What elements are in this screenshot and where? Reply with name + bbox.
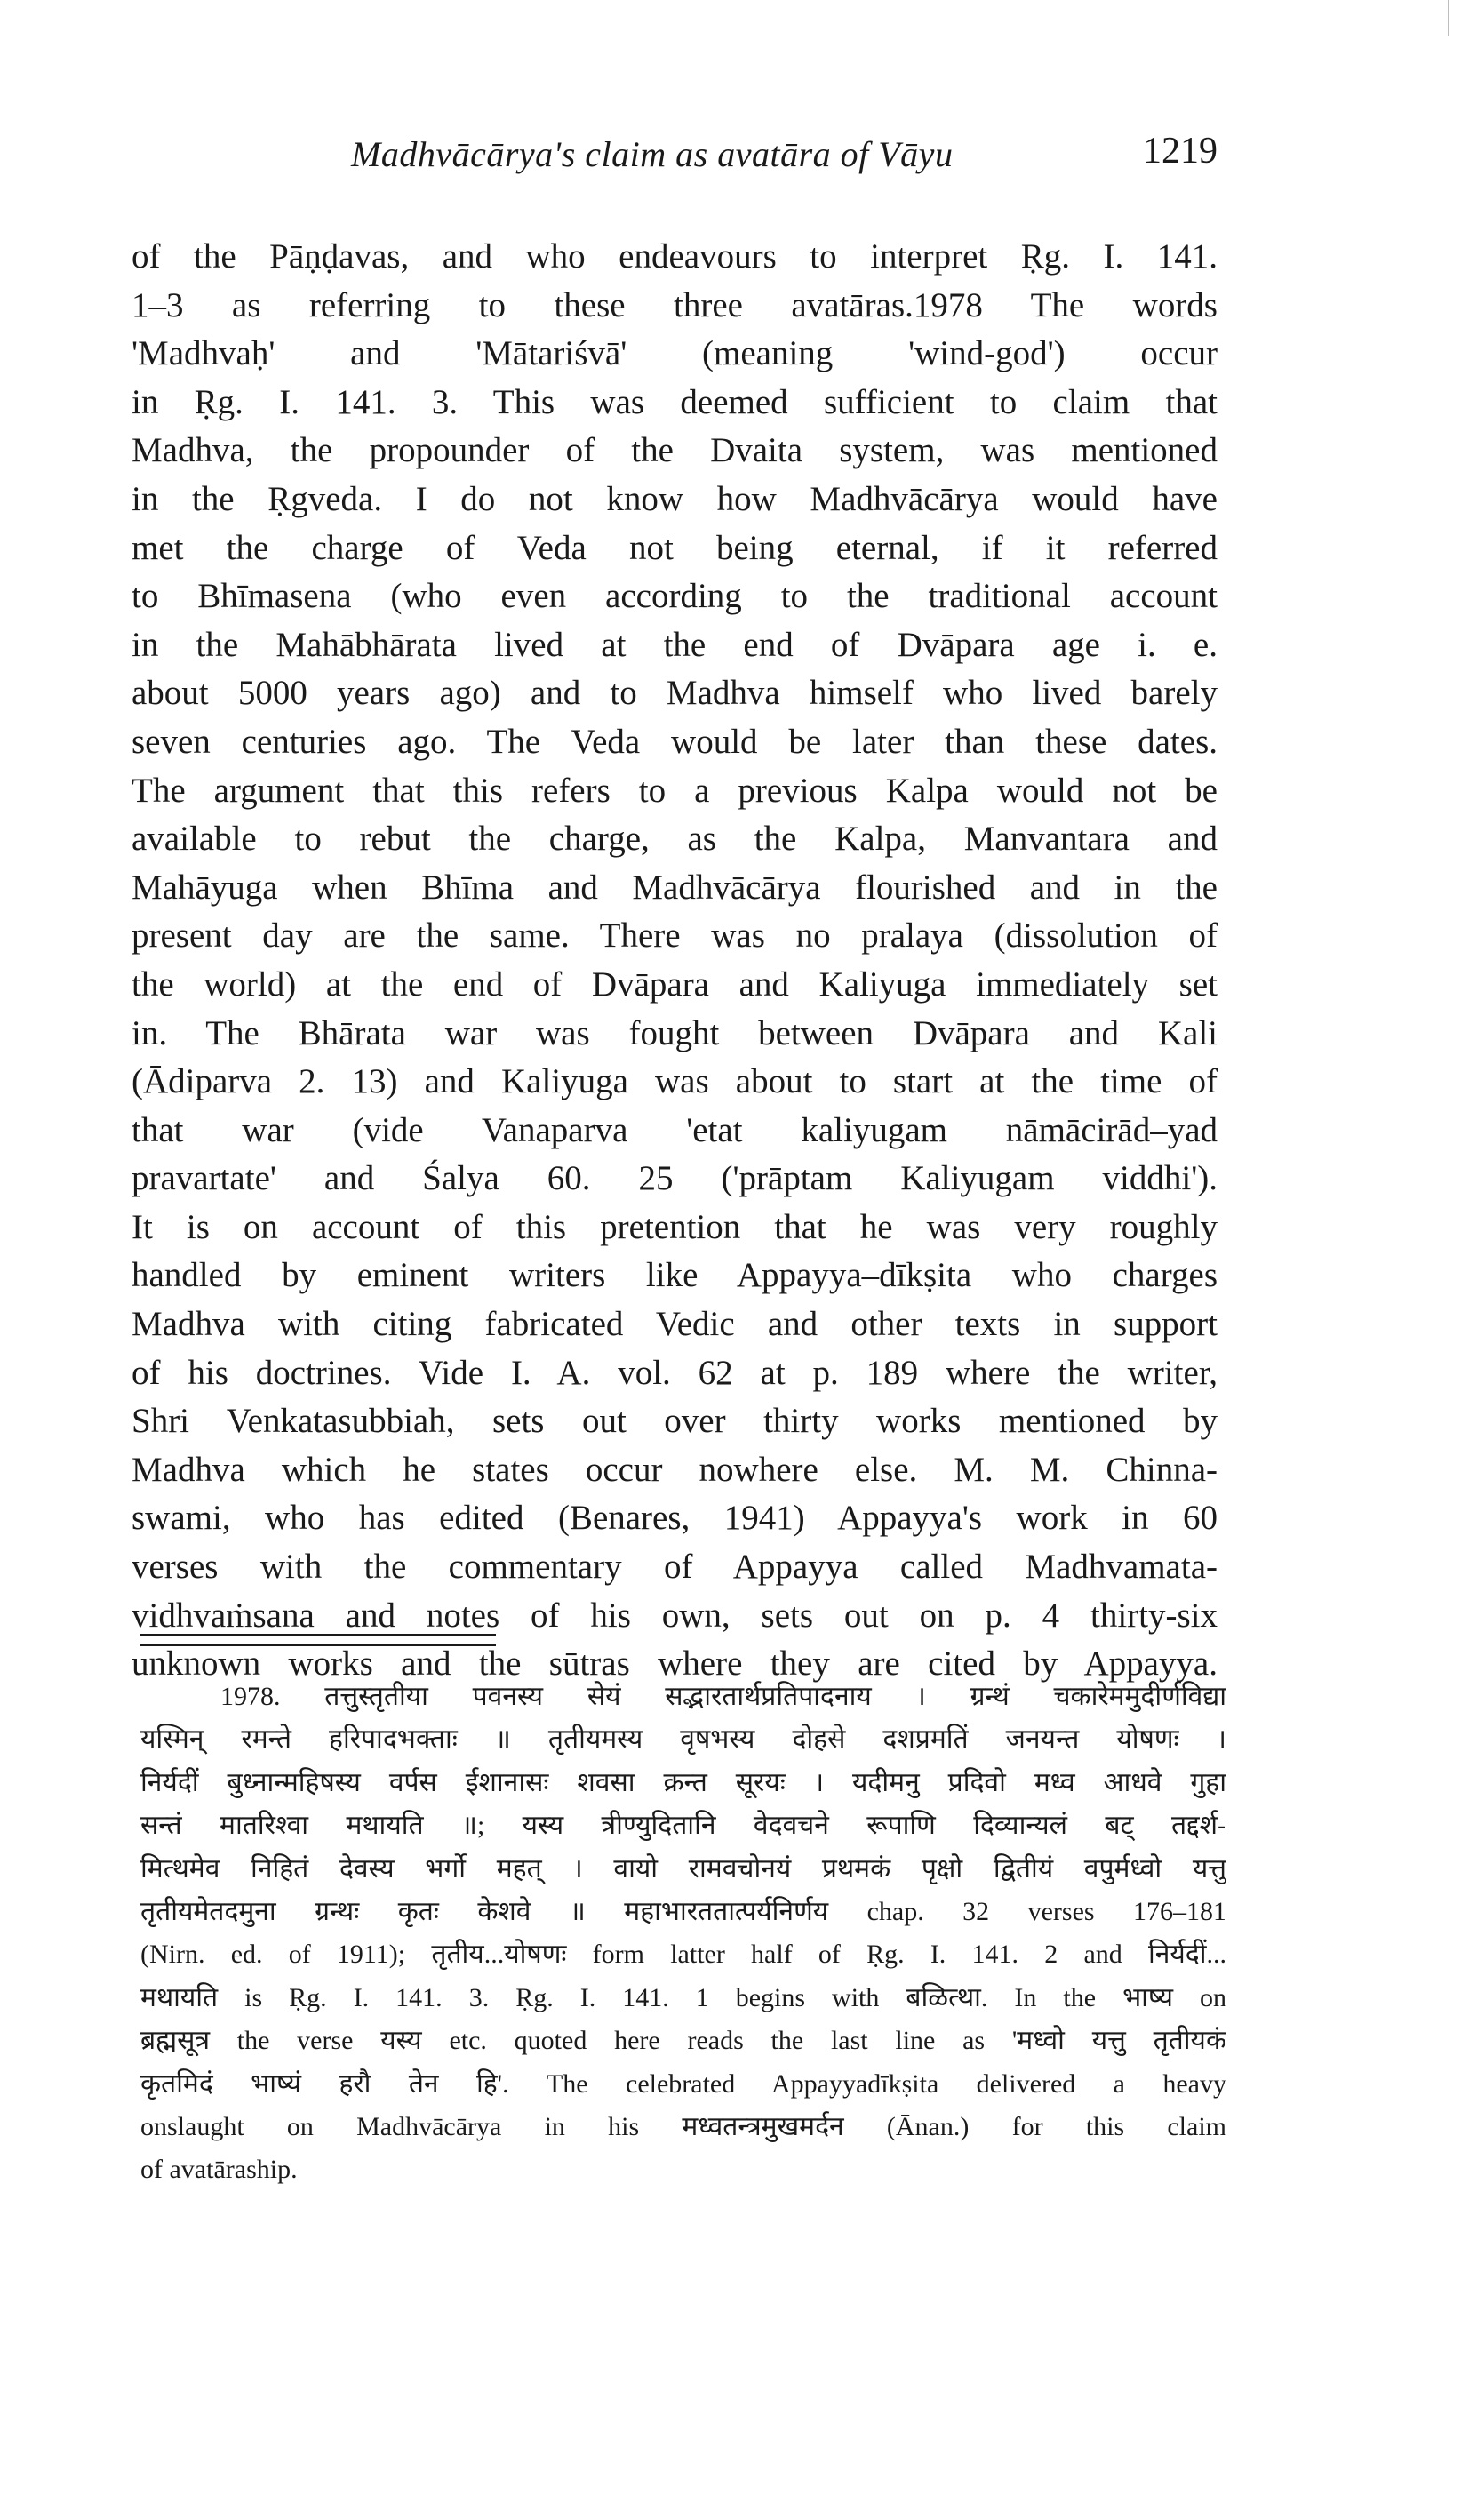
body-line: 1–3 as referring to these three avatāras.1978 The words: [132, 285, 1218, 324]
footnote-line: यस्मिन् रमन्ते हरिपादभक्ताः ॥ तृतीयमस्य वृषभस्य दोहसे दशप्रमतिं जनयन्त योषणः ।: [140, 1724, 1226, 1755]
page-edge-mark: [1448, 0, 1449, 36]
footnote-separator: [140, 1634, 496, 1636]
body-line: Mahāyuga when Bhīma and Madhvācārya flourished and in the: [132, 868, 1218, 907]
footnote-line: मथायति is Ṛg. I. 141. 3. Ṛg. I. 141. 1 begins with बळित्था. In the भाष्य on: [140, 1982, 1226, 2012]
body-line: Madhva which he states occur nowhere else. M. M. Chinna-: [132, 1450, 1218, 1489]
body-line: The argument that this refers to a previous Kalpa would not be: [132, 771, 1218, 810]
body-line: that war (vide Vanaparva 'etat kaliyugam nāmācirād–yad: [132, 1110, 1218, 1149]
body-line: in. The Bhārata war was fought between Dvāpara and Kali: [132, 1013, 1218, 1052]
body-line: present day are the same. There was no pralaya (dissolution of: [132, 916, 1218, 956]
footnote-line: 1978. तत्तुस्तृतीया पवनस्य सेयं सद्भारतार्थप्रतिपादनाय । ग्रन्थं चकारेममुदीर्णविद्या: [220, 1682, 1226, 1711]
body-line: It is on account of this pretention that he was very roughly: [132, 1207, 1218, 1246]
body-line: unknown works and the sūtras where they are cited by Appayya.: [132, 1644, 1218, 1684]
footnote-line: ब्रह्मसूत्र the verse यस्य etc. quoted here reads the last line as 'मध्वो यत्तु तृतीयकं: [140, 2026, 1226, 2056]
page-header: [351, 133, 1218, 196]
body-line: pravartate' and Śalya 60. 25 ('prāptam Kaliyugam viddhi').: [132, 1159, 1218, 1198]
body-line: of the Pāṇḍavas, and who endeavours to interpret Ṛg. I. 141.: [132, 237, 1218, 276]
footnote-1978: [140, 1676, 1226, 2192]
body-line: 'Madhvaḥ' and 'Mātariśvā' (meaning 'wind-god') occur: [132, 334, 1218, 373]
body-line: the world) at the end of Dvāpara and Kaliyuga immediately set: [132, 964, 1218, 1004]
body-line: Shri Venkatasubbiah, sets out over thirty works mentioned by: [132, 1402, 1218, 1441]
body-line: to Bhīmasena (who even according to the traditional account: [132, 577, 1218, 616]
body-line: verses with the commentary of Appayya called Madhvamata-: [132, 1548, 1218, 1587]
body-line: vidhvaṁsana and notes of his own, sets out on p. 4 thirty-six: [132, 1596, 1218, 1635]
body-line: about 5000 years ago) and to Madhva himself who lived barely: [132, 674, 1218, 713]
body-text: [132, 233, 1218, 1689]
footnote-line: (Nirn. ed. of 1911); तृतीय...योषणः form latter half of Ṛg. I. 141. 2 and निर्यदीं...: [140, 1940, 1226, 1970]
footnote-separator: [140, 1644, 496, 1646]
body-line: of his doctrines. Vide I. A. vol. 62 at p. 189 where the writer,: [132, 1353, 1218, 1392]
footnote-line: onslaught on Madhvācārya in his मध्वतन्त्रमुखमर्दन (Ānan.) for this claim: [140, 2111, 1226, 2141]
footnote-line: निर्यदीं बुध्नान्महिषस्य वर्पस ईशानासः शवसा क्रन्त सूरयः । यदीमनु प्रदिवो मध्व आधवे गुहा: [140, 1767, 1226, 1797]
body-line: in the Mahābhārata lived at the end of Dvāpara age i. e.: [132, 625, 1218, 664]
body-line: met the charge of Veda not being eternal, if it referred: [132, 528, 1218, 567]
body-line: (Ādiparva 2. 13) and Kaliyuga was about to start at the time of: [132, 1062, 1218, 1101]
body-line: in the Ṛgveda. I do not know how Madhvācārya would have: [132, 479, 1218, 518]
body-line: Madhva, the propounder of the Dvaita system, was mentioned: [132, 431, 1218, 470]
footnote-line: सन्तं मातरिश्वा मथायति ॥; यस्य त्रीण्युदितानि वेदवचने रूपाणि दिव्यान्यलं बट् तद्दर्श-: [140, 1811, 1226, 1841]
body-line: available to rebut the charge, as the Kalpa, Manvantara and: [132, 820, 1218, 859]
page-number: 1219: [1143, 131, 1218, 172]
running-title: Madhvācārya's claim as avatāra of Vāyu: [351, 134, 954, 174]
body-line: swami, who has edited (Benares, 1941) Appayya's work in 60: [132, 1499, 1218, 1538]
body-line: handled by eminent writers like Appayya–dīkṣita who charges: [132, 1256, 1218, 1295]
footnote-line: of avatāraship.: [140, 2155, 298, 2185]
body-line: seven centuries ago. The Veda would be later than these dates.: [132, 722, 1218, 761]
footnote-line: कृतमिदं भाष्यं हरौ तेन हि'. The celebrated Appayyadīkṣita delivered a heavy: [140, 2068, 1226, 2099]
body-line: Madhva with citing fabricated Vedic and other texts in support: [132, 1305, 1218, 1344]
footnote-line: मित्थमेव निहितं देवस्य भर्गो महत् । वायो रामवचोनयं प्रथमकं पृक्षो द्वितीयं वपुर्मध्वो यत्तु: [140, 1853, 1226, 1884]
body-line: in Ṛg. I. 141. 3. This was deemed sufficient to claim that: [132, 382, 1218, 421]
footnote-line: तृतीयमेतदमुना ग्रन्थः कृतः केशवे ॥ महाभारततात्पर्यनिर्णय chap. 32 verses 176–181: [140, 1896, 1226, 1926]
